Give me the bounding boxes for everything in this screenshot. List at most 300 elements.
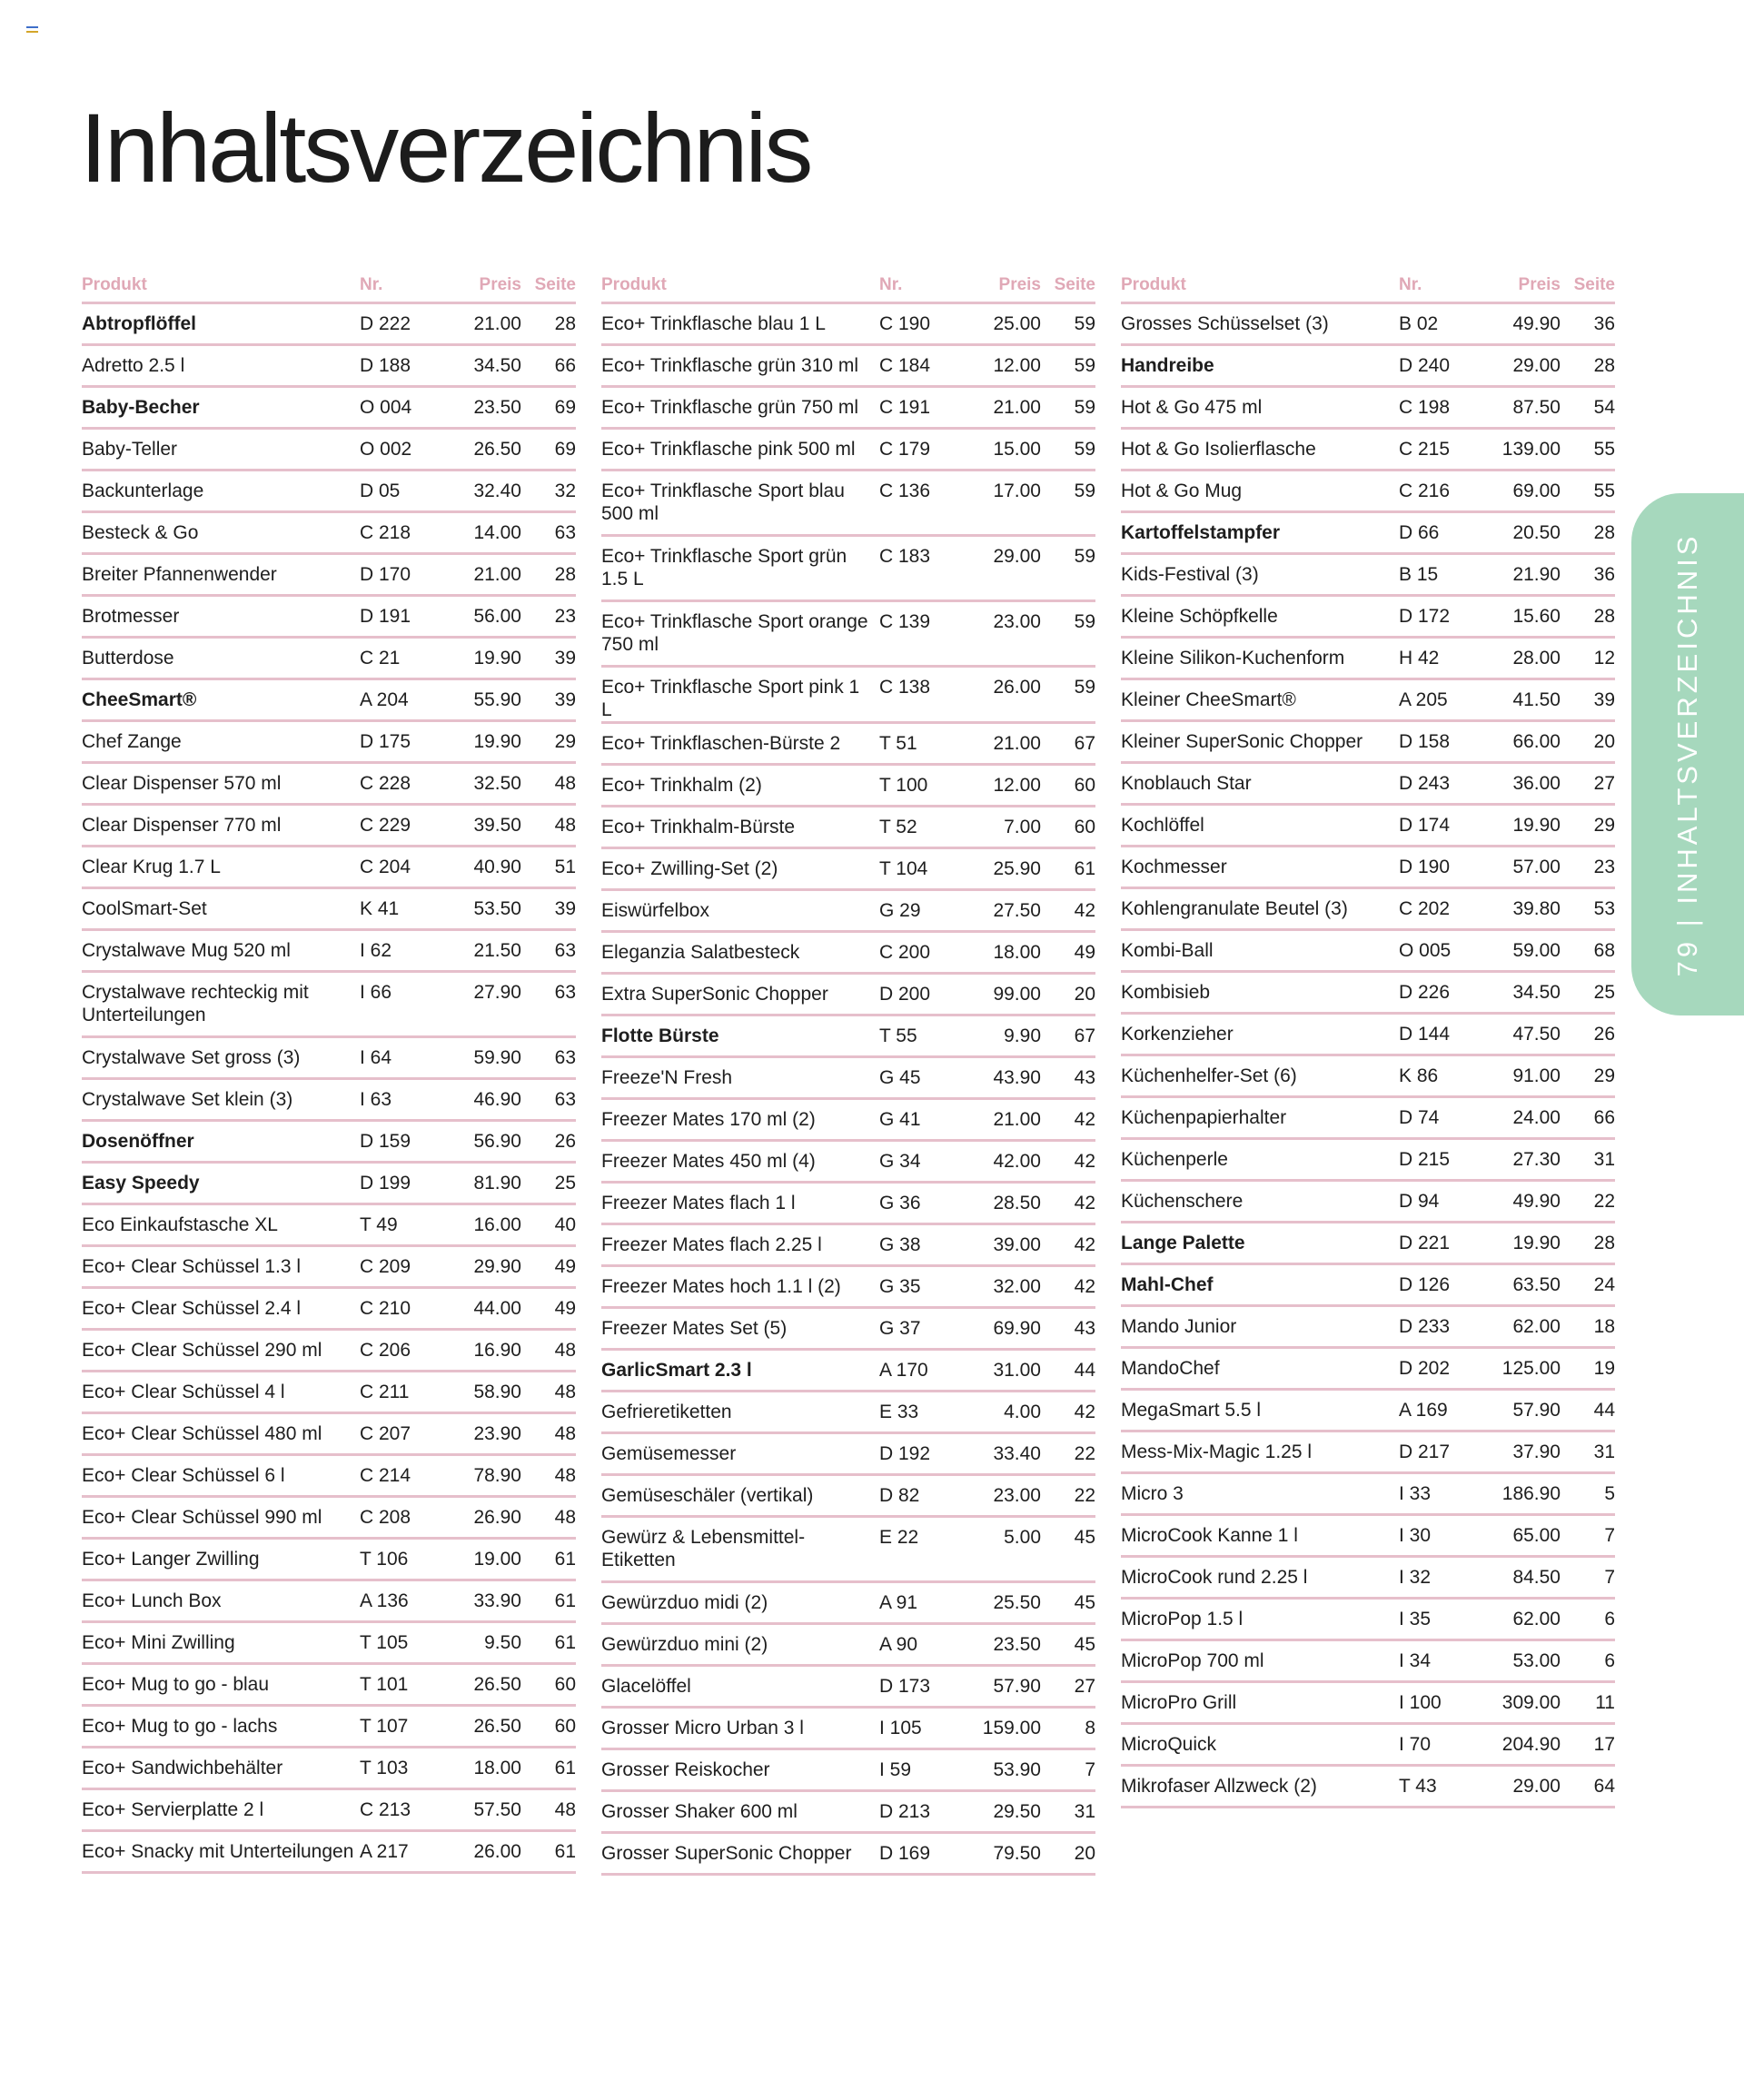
product-name: Eco+ Sandwichbehälter bbox=[82, 1758, 283, 1778]
product-number: I 105 bbox=[879, 1718, 922, 1738]
product-name: Eco+ Lunch Box bbox=[82, 1590, 222, 1611]
product-number: C 200 bbox=[879, 942, 931, 963]
product-name: Korkenzieher bbox=[1121, 1024, 1234, 1045]
product-price: 59.90 bbox=[473, 1047, 521, 1068]
table-row bbox=[82, 1540, 576, 1581]
product-price: 17.00 bbox=[993, 480, 1041, 501]
table-row bbox=[82, 1289, 576, 1331]
product-name: Kartoffelstampfer bbox=[1121, 522, 1281, 543]
table-row bbox=[1121, 388, 1615, 430]
product-price: 39.50 bbox=[473, 815, 521, 836]
product-price: 69.00 bbox=[1512, 480, 1561, 501]
product-number: D 126 bbox=[1399, 1274, 1451, 1295]
page-number: 51 bbox=[554, 857, 576, 877]
product-price: 27.50 bbox=[993, 900, 1041, 921]
product-price: 46.90 bbox=[473, 1089, 521, 1110]
page-number: 48 bbox=[554, 773, 576, 794]
product-number: G 36 bbox=[879, 1193, 921, 1213]
product-price: 33.90 bbox=[473, 1590, 521, 1611]
page-number: 45 bbox=[1074, 1527, 1095, 1548]
product-name: Chef Zange bbox=[82, 731, 182, 752]
page-number: 44 bbox=[1593, 1400, 1615, 1421]
product-name: GarlicSmart 2.3 l bbox=[601, 1360, 752, 1381]
table-row bbox=[601, 1834, 1095, 1876]
header-seite: Seite bbox=[1054, 275, 1095, 294]
product-name: Kochlöffel bbox=[1121, 815, 1204, 836]
index-column-3 bbox=[1121, 269, 1615, 1808]
page-number: 42 bbox=[1074, 1276, 1095, 1297]
product-number: C 229 bbox=[360, 815, 411, 836]
page-number: 6 bbox=[1604, 1650, 1615, 1671]
page-number: 39 bbox=[554, 648, 576, 669]
product-price: 56.00 bbox=[473, 606, 521, 627]
page-number: 25 bbox=[1593, 982, 1615, 1003]
product-price: 29.50 bbox=[993, 1801, 1041, 1822]
product-price: 27.90 bbox=[473, 982, 521, 1003]
product-name: Mess-Mix-Magic 1.25 l bbox=[1121, 1441, 1313, 1462]
product-name: Grosser Micro Urban 3 l bbox=[601, 1718, 804, 1738]
product-number: D 243 bbox=[1399, 773, 1451, 794]
product-number: C 183 bbox=[879, 546, 931, 567]
product-name: Eco+ Trinkhalm-Bürste bbox=[601, 817, 795, 837]
table-row bbox=[601, 1142, 1095, 1184]
product-price: 15.00 bbox=[993, 439, 1041, 460]
product-price: 84.50 bbox=[1512, 1567, 1561, 1588]
product-number: I 30 bbox=[1399, 1525, 1432, 1546]
product-name: Grosses Schüsselset (3) bbox=[1121, 313, 1329, 334]
product-name: Mando Junior bbox=[1121, 1316, 1237, 1337]
page-number: 42 bbox=[1074, 1151, 1095, 1172]
page-number: 20 bbox=[1074, 1843, 1095, 1864]
page-number: 28 bbox=[1593, 355, 1615, 376]
product-price: 5.00 bbox=[1004, 1527, 1041, 1548]
table-row bbox=[1121, 1558, 1615, 1600]
product-name: Eco+ Trinkflasche blau 1 L bbox=[601, 313, 826, 334]
page-number: 60 bbox=[554, 1716, 576, 1737]
page-number: 55 bbox=[1593, 480, 1615, 501]
table-row bbox=[82, 680, 576, 722]
product-number: B 02 bbox=[1399, 313, 1439, 334]
page-number: 26 bbox=[554, 1131, 576, 1152]
table-row bbox=[1121, 806, 1615, 847]
product-number: D 175 bbox=[360, 731, 411, 752]
page-number: 61 bbox=[1074, 858, 1095, 879]
product-price: 37.90 bbox=[1512, 1441, 1561, 1462]
product-number: G 38 bbox=[879, 1234, 921, 1255]
page-number: 48 bbox=[554, 815, 576, 836]
product-name: Eco+ Trinkflasche grün 750 ml bbox=[601, 397, 859, 418]
product-price: 27.30 bbox=[1512, 1149, 1561, 1170]
product-number: D 144 bbox=[1399, 1024, 1451, 1045]
product-name: Crystalwave rechteckig mit Unterteilungen bbox=[82, 982, 309, 1025]
product-number: D 172 bbox=[1399, 606, 1451, 627]
product-price: 7.00 bbox=[1004, 817, 1041, 837]
product-number: D 213 bbox=[879, 1801, 931, 1822]
table-row bbox=[82, 304, 576, 346]
product-name: Micro 3 bbox=[1121, 1483, 1184, 1504]
product-name: Freezer Mates hoch 1.1 l (2) bbox=[601, 1276, 841, 1297]
page-number: 28 bbox=[554, 564, 576, 585]
page-number: 48 bbox=[554, 1799, 576, 1820]
menu-icon[interactable] bbox=[26, 26, 38, 35]
product-price: 57.90 bbox=[1512, 1400, 1561, 1421]
page-number: 29 bbox=[554, 731, 576, 752]
page-number: 59 bbox=[1074, 546, 1095, 567]
product-price: 23.50 bbox=[993, 1634, 1041, 1655]
product-price: 25.00 bbox=[993, 313, 1041, 334]
table-row bbox=[1121, 1725, 1615, 1767]
product-number: K 86 bbox=[1399, 1065, 1439, 1086]
product-price: 41.50 bbox=[1512, 689, 1561, 710]
index-rows bbox=[1121, 304, 1615, 1808]
product-name: Küchenhelfer-Set (6) bbox=[1121, 1065, 1297, 1086]
product-number: I 63 bbox=[360, 1089, 392, 1110]
table-row bbox=[82, 1038, 576, 1080]
product-number: C 211 bbox=[360, 1382, 410, 1402]
product-number: G 29 bbox=[879, 900, 921, 921]
page-number: 17 bbox=[1593, 1734, 1615, 1755]
table-row bbox=[82, 430, 576, 471]
product-price: 9.50 bbox=[484, 1632, 521, 1653]
product-number: T 52 bbox=[879, 817, 917, 837]
product-number: D 74 bbox=[1399, 1107, 1440, 1128]
product-price: 42.00 bbox=[993, 1151, 1041, 1172]
table-row bbox=[1121, 1767, 1615, 1808]
product-name: MicroPop 1.5 l bbox=[1121, 1609, 1244, 1629]
page-number: 6 bbox=[1604, 1609, 1615, 1629]
product-price: 15.60 bbox=[1512, 606, 1561, 627]
product-price: 32.40 bbox=[473, 480, 521, 501]
page-number: 64 bbox=[1593, 1776, 1615, 1797]
product-name: Eiswürfelbox bbox=[601, 900, 710, 921]
page-number: 8 bbox=[1085, 1718, 1095, 1738]
product-price: 57.50 bbox=[473, 1799, 521, 1820]
table-row bbox=[601, 1709, 1095, 1750]
product-number: T 105 bbox=[360, 1632, 409, 1653]
table-row bbox=[82, 847, 576, 889]
product-number: A 170 bbox=[879, 1360, 928, 1381]
page-number: 29 bbox=[1593, 1065, 1615, 1086]
product-name: Freezer Mates flach 1 l bbox=[601, 1193, 796, 1213]
product-number: A 136 bbox=[360, 1590, 409, 1611]
table-row bbox=[82, 931, 576, 973]
product-price: 56.90 bbox=[473, 1131, 521, 1152]
product-price: 44.00 bbox=[473, 1298, 521, 1319]
index-column-2 bbox=[601, 269, 1095, 1876]
product-name: Crystalwave Set klein (3) bbox=[82, 1089, 293, 1110]
product-name: Mahl-Chef bbox=[1121, 1274, 1214, 1295]
product-price: 49.90 bbox=[1512, 313, 1561, 334]
page-number: 45 bbox=[1074, 1592, 1095, 1613]
table-row bbox=[1121, 1683, 1615, 1725]
product-name: Eleganzia Salatbesteck bbox=[601, 942, 800, 963]
product-name: Besteck & Go bbox=[82, 522, 199, 543]
product-number: T 49 bbox=[360, 1214, 398, 1235]
page-number: 48 bbox=[554, 1507, 576, 1528]
product-name: Eco+ Trinkflasche grün 310 ml bbox=[601, 355, 859, 376]
chapter-side-tab[interactable] bbox=[1631, 493, 1744, 1015]
product-price: 87.50 bbox=[1512, 397, 1561, 418]
index-rows bbox=[601, 304, 1095, 1876]
page-number: 61 bbox=[554, 1549, 576, 1570]
product-name: CheeSmart® bbox=[82, 689, 197, 710]
product-name: Gewürzduo midi (2) bbox=[601, 1592, 768, 1613]
table-row bbox=[601, 1351, 1095, 1392]
table-row bbox=[82, 1498, 576, 1540]
header-nr: Nr. bbox=[360, 275, 383, 294]
product-number: T 104 bbox=[879, 858, 928, 879]
product-name: Kombi-Ball bbox=[1121, 940, 1214, 961]
page-number: 19 bbox=[1593, 1358, 1615, 1379]
page-number: 59 bbox=[1074, 611, 1095, 632]
product-price: 32.50 bbox=[473, 773, 521, 794]
table-row bbox=[1121, 1265, 1615, 1307]
table-row bbox=[82, 1414, 576, 1456]
product-name: Knoblauch Star bbox=[1121, 773, 1252, 794]
product-name: MicroQuick bbox=[1121, 1734, 1217, 1755]
product-name: MicroPop 700 ml bbox=[1121, 1650, 1264, 1671]
table-row bbox=[601, 304, 1095, 346]
page-number: 22 bbox=[1074, 1485, 1095, 1506]
table-row bbox=[601, 933, 1095, 975]
table-row bbox=[82, 388, 576, 430]
product-price: 19.90 bbox=[1512, 1233, 1561, 1253]
product-number: T 51 bbox=[879, 733, 917, 754]
product-number: I 62 bbox=[360, 940, 392, 961]
product-name: MandoChef bbox=[1121, 1358, 1220, 1379]
product-number: C 215 bbox=[1399, 439, 1451, 460]
page-number: 69 bbox=[554, 397, 576, 418]
product-price: 19.90 bbox=[473, 731, 521, 752]
product-price: 65.00 bbox=[1512, 1525, 1561, 1546]
product-price: 34.50 bbox=[473, 355, 521, 376]
page-number: 36 bbox=[1593, 313, 1615, 334]
product-number: C 218 bbox=[360, 522, 411, 543]
product-price: 16.00 bbox=[473, 1214, 521, 1235]
product-name: Grosser Shaker 600 ml bbox=[601, 1801, 798, 1822]
product-price: 26.50 bbox=[473, 439, 521, 460]
product-number: D 66 bbox=[1399, 522, 1440, 543]
table-row bbox=[1121, 555, 1615, 597]
table-row bbox=[82, 1832, 576, 1874]
product-number: A 169 bbox=[1399, 1400, 1448, 1421]
header-seite: Seite bbox=[534, 275, 576, 294]
page-number: 42 bbox=[1074, 1234, 1095, 1255]
product-price: 18.00 bbox=[473, 1758, 521, 1778]
product-name: Freezer Mates 450 ml (4) bbox=[601, 1151, 816, 1172]
product-price: 39.80 bbox=[1512, 898, 1561, 919]
page-number: 67 bbox=[1074, 733, 1095, 754]
product-number: D 240 bbox=[1399, 355, 1451, 376]
product-price: 21.50 bbox=[473, 940, 521, 961]
product-price: 14.00 bbox=[473, 522, 521, 543]
product-number: D 221 bbox=[1399, 1233, 1451, 1253]
product-name: Kids-Festival (3) bbox=[1121, 564, 1259, 585]
product-number: D 188 bbox=[360, 355, 411, 376]
product-price: 23.00 bbox=[993, 1485, 1041, 1506]
product-number: C 206 bbox=[360, 1340, 411, 1361]
table-row bbox=[1121, 847, 1615, 889]
page-number: 27 bbox=[1074, 1676, 1095, 1697]
table-row bbox=[601, 1434, 1095, 1476]
product-name: Kombisieb bbox=[1121, 982, 1211, 1003]
product-number: C 138 bbox=[879, 677, 931, 698]
page-number: 48 bbox=[554, 1340, 576, 1361]
product-price: 12.00 bbox=[993, 775, 1041, 796]
product-price: 20.50 bbox=[1512, 522, 1561, 543]
page-number: 43 bbox=[1074, 1067, 1095, 1088]
product-price: 79.50 bbox=[993, 1843, 1041, 1864]
table-row bbox=[1121, 1474, 1615, 1516]
product-name: Dosenöffner bbox=[82, 1131, 194, 1152]
product-number: O 002 bbox=[360, 439, 412, 460]
product-price: 29.00 bbox=[1512, 355, 1561, 376]
table-row bbox=[82, 1205, 576, 1247]
product-price: 55.90 bbox=[473, 689, 521, 710]
table-row bbox=[82, 1665, 576, 1707]
product-number: C 190 bbox=[879, 313, 931, 334]
product-price: 12.00 bbox=[993, 355, 1041, 376]
table-row bbox=[601, 1309, 1095, 1351]
product-number: T 101 bbox=[360, 1674, 409, 1695]
table-row bbox=[1121, 1182, 1615, 1223]
product-number: T 100 bbox=[879, 775, 928, 796]
product-name: Lange Palette bbox=[1121, 1233, 1245, 1253]
product-number: D 200 bbox=[879, 984, 931, 1005]
page-number: 31 bbox=[1593, 1441, 1615, 1462]
product-number: C 207 bbox=[360, 1423, 411, 1444]
product-number: C 179 bbox=[879, 439, 931, 460]
table-row bbox=[1121, 1223, 1615, 1265]
product-number: D 233 bbox=[1399, 1316, 1451, 1337]
product-name: Adretto 2.5 l bbox=[82, 355, 185, 376]
header-nr: Nr. bbox=[879, 275, 903, 294]
product-number: C 209 bbox=[360, 1256, 411, 1277]
table-row bbox=[601, 1583, 1095, 1625]
product-name: Baby-Teller bbox=[82, 439, 178, 460]
page-number: 20 bbox=[1593, 731, 1615, 752]
product-price: 21.90 bbox=[1512, 564, 1561, 585]
product-price: 63.50 bbox=[1512, 1274, 1561, 1295]
product-number: O 004 bbox=[360, 397, 412, 418]
table-row bbox=[601, 668, 1095, 724]
product-name: Grosser SuperSonic Chopper bbox=[601, 1843, 852, 1864]
product-number: I 59 bbox=[879, 1759, 912, 1780]
page-number: 60 bbox=[554, 1674, 576, 1695]
product-price: 91.00 bbox=[1512, 1065, 1561, 1086]
header-produkt: Produkt bbox=[1121, 275, 1186, 294]
product-name: MicroCook Kanne 1 l bbox=[1121, 1525, 1298, 1546]
product-number: C 184 bbox=[879, 355, 931, 376]
product-price: 4.00 bbox=[1004, 1402, 1041, 1422]
product-number: H 42 bbox=[1399, 648, 1440, 669]
page-number: 7 bbox=[1085, 1759, 1095, 1780]
table-row bbox=[82, 806, 576, 847]
product-number: D 174 bbox=[1399, 815, 1451, 836]
product-number: I 70 bbox=[1399, 1734, 1432, 1755]
product-name: Kleiner CheeSmart® bbox=[1121, 689, 1296, 710]
product-name: Kohlengranulate Beutel (3) bbox=[1121, 898, 1348, 919]
table-row bbox=[82, 346, 576, 388]
page-number: 28 bbox=[554, 313, 576, 334]
product-number: D 199 bbox=[360, 1173, 411, 1194]
product-number: D 217 bbox=[1399, 1441, 1451, 1462]
page-number: 48 bbox=[554, 1423, 576, 1444]
product-price: 32.00 bbox=[993, 1276, 1041, 1297]
product-number: I 34 bbox=[1399, 1650, 1432, 1671]
product-number: D 173 bbox=[879, 1676, 931, 1697]
product-name: Hot & Go Isolierflasche bbox=[1121, 439, 1316, 460]
product-number: I 100 bbox=[1399, 1692, 1442, 1713]
page-number: 61 bbox=[554, 1632, 576, 1653]
product-name: Eco+ Snacky mit Unterteilungen bbox=[82, 1841, 354, 1862]
table-row bbox=[601, 471, 1095, 537]
product-price: 49.90 bbox=[1512, 1191, 1561, 1212]
table-row bbox=[1121, 722, 1615, 764]
table-row bbox=[601, 1016, 1095, 1058]
product-price: 26.00 bbox=[473, 1841, 521, 1862]
product-number: A 91 bbox=[879, 1592, 918, 1613]
page-number: 18 bbox=[1593, 1316, 1615, 1337]
page-number: 40 bbox=[554, 1214, 576, 1235]
product-name: Eco+ Clear Schüssel 6 l bbox=[82, 1465, 285, 1486]
table-row bbox=[601, 388, 1095, 430]
product-price: 62.00 bbox=[1512, 1316, 1561, 1337]
product-price: 16.90 bbox=[473, 1340, 521, 1361]
product-number: G 41 bbox=[879, 1109, 921, 1130]
product-price: 125.00 bbox=[1501, 1358, 1561, 1379]
table-row bbox=[601, 430, 1095, 471]
table-row bbox=[82, 1456, 576, 1498]
table-row bbox=[1121, 1015, 1615, 1056]
table-row bbox=[82, 471, 576, 513]
product-price: 26.90 bbox=[473, 1507, 521, 1528]
product-number: D 215 bbox=[1399, 1149, 1451, 1170]
product-number: D 190 bbox=[1399, 857, 1451, 877]
product-price: 40.90 bbox=[473, 857, 521, 877]
table-row bbox=[1121, 1641, 1615, 1683]
product-price: 21.00 bbox=[993, 733, 1041, 754]
product-price: 33.40 bbox=[993, 1443, 1041, 1464]
table-row bbox=[601, 1625, 1095, 1667]
table-row bbox=[1121, 1140, 1615, 1182]
product-name: Freezer Mates 170 ml (2) bbox=[601, 1109, 816, 1130]
page-number: 29 bbox=[1593, 815, 1615, 836]
table-row bbox=[82, 1623, 576, 1665]
page-number: 61 bbox=[554, 1841, 576, 1862]
product-price: 26.50 bbox=[473, 1716, 521, 1737]
page-number: 59 bbox=[1074, 313, 1095, 334]
page-number: 7 bbox=[1604, 1567, 1615, 1588]
table-row bbox=[601, 807, 1095, 849]
product-price: 19.90 bbox=[473, 648, 521, 669]
product-price: 62.00 bbox=[1512, 1609, 1561, 1629]
product-price: 53.00 bbox=[1512, 1650, 1561, 1671]
product-number: C 136 bbox=[879, 480, 931, 501]
product-number: C 21 bbox=[360, 648, 401, 669]
table-row bbox=[1121, 513, 1615, 555]
product-number: D 169 bbox=[879, 1843, 931, 1864]
table-row bbox=[82, 1372, 576, 1414]
column-header bbox=[82, 269, 576, 304]
page-number: 24 bbox=[1593, 1274, 1615, 1295]
page-number: 67 bbox=[1074, 1025, 1095, 1046]
page-title: Inhaltsverzeichnis bbox=[80, 93, 811, 203]
product-number: D 222 bbox=[360, 313, 411, 334]
page-number: 23 bbox=[554, 606, 576, 627]
table-row bbox=[601, 891, 1095, 933]
product-price: 24.00 bbox=[1512, 1107, 1561, 1128]
